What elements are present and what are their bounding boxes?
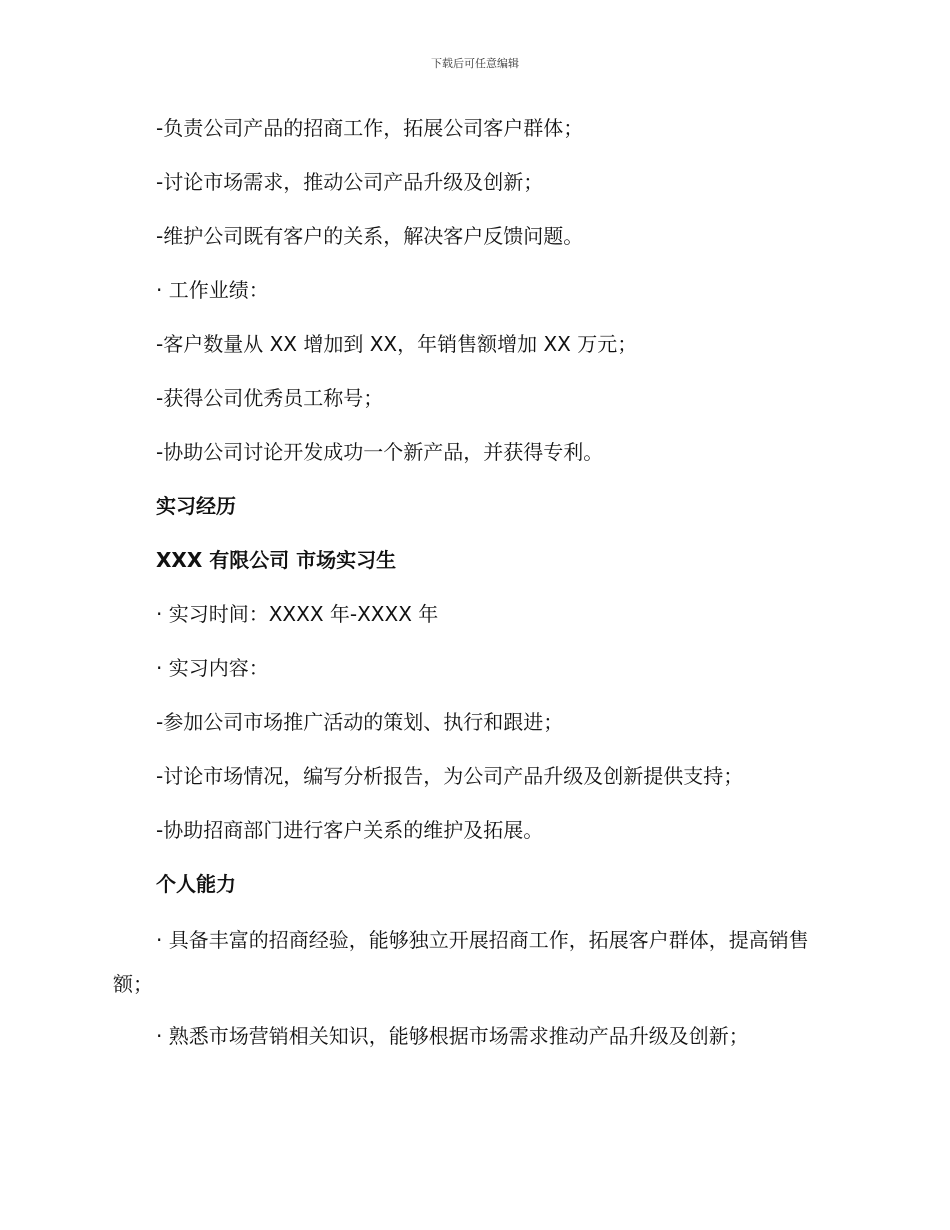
achievement-item-3: -协助公司讨论开发成功一个新产品，并获得专利。 (156, 440, 604, 464)
page-header-note: 下载后可任意编辑 (431, 57, 519, 70)
document-body (113, 108, 835, 1056)
duty-item-3: -维护公司既有客户的关系，解决客户反馈问题。 (156, 224, 584, 248)
internship-item-3: -协助招商部门进行客户关系的维护及拓展。 (156, 818, 544, 842)
achievement-item-2: -获得公司优秀员工称号； (156, 386, 384, 410)
internship-item-2: -讨论市场情况，编写分析报告，为公司产品升级及创新提供支持； (156, 764, 744, 788)
achievements-label: · 工作业绩： (156, 278, 269, 302)
ability-item-1: · 具备丰富的招商经验，能够独立开展招商工作，拓展客户群体，提高销售额； (113, 928, 809, 996)
ability-item-2: · 熟悉市场营销相关知识，能够根据市场需求推动产品升级及创新； (156, 1024, 749, 1048)
duty-item-2: -讨论市场需求，推动公司产品升级及创新； (156, 170, 544, 194)
section-heading-abilities: 个人能力 (156, 872, 236, 896)
duty-item-1: -负责公司产品的招商工作，拓展公司客户群体； (156, 116, 584, 140)
internship-content-label: · 实习内容： (156, 656, 269, 680)
achievement-item-1: -客户数量从 XX 增加到 XX，年销售额增加 XX 万元； (156, 332, 638, 356)
section-heading-internship: 实习经历 (156, 494, 236, 518)
internship-period: · 实习时间：XXXX 年-XXXX 年 (156, 602, 439, 626)
internship-item-1: -参加公司市场推广活动的策划、执行和跟进； (156, 710, 564, 734)
internship-company-title: XXX 有限公司 市场实习生 (156, 548, 397, 572)
